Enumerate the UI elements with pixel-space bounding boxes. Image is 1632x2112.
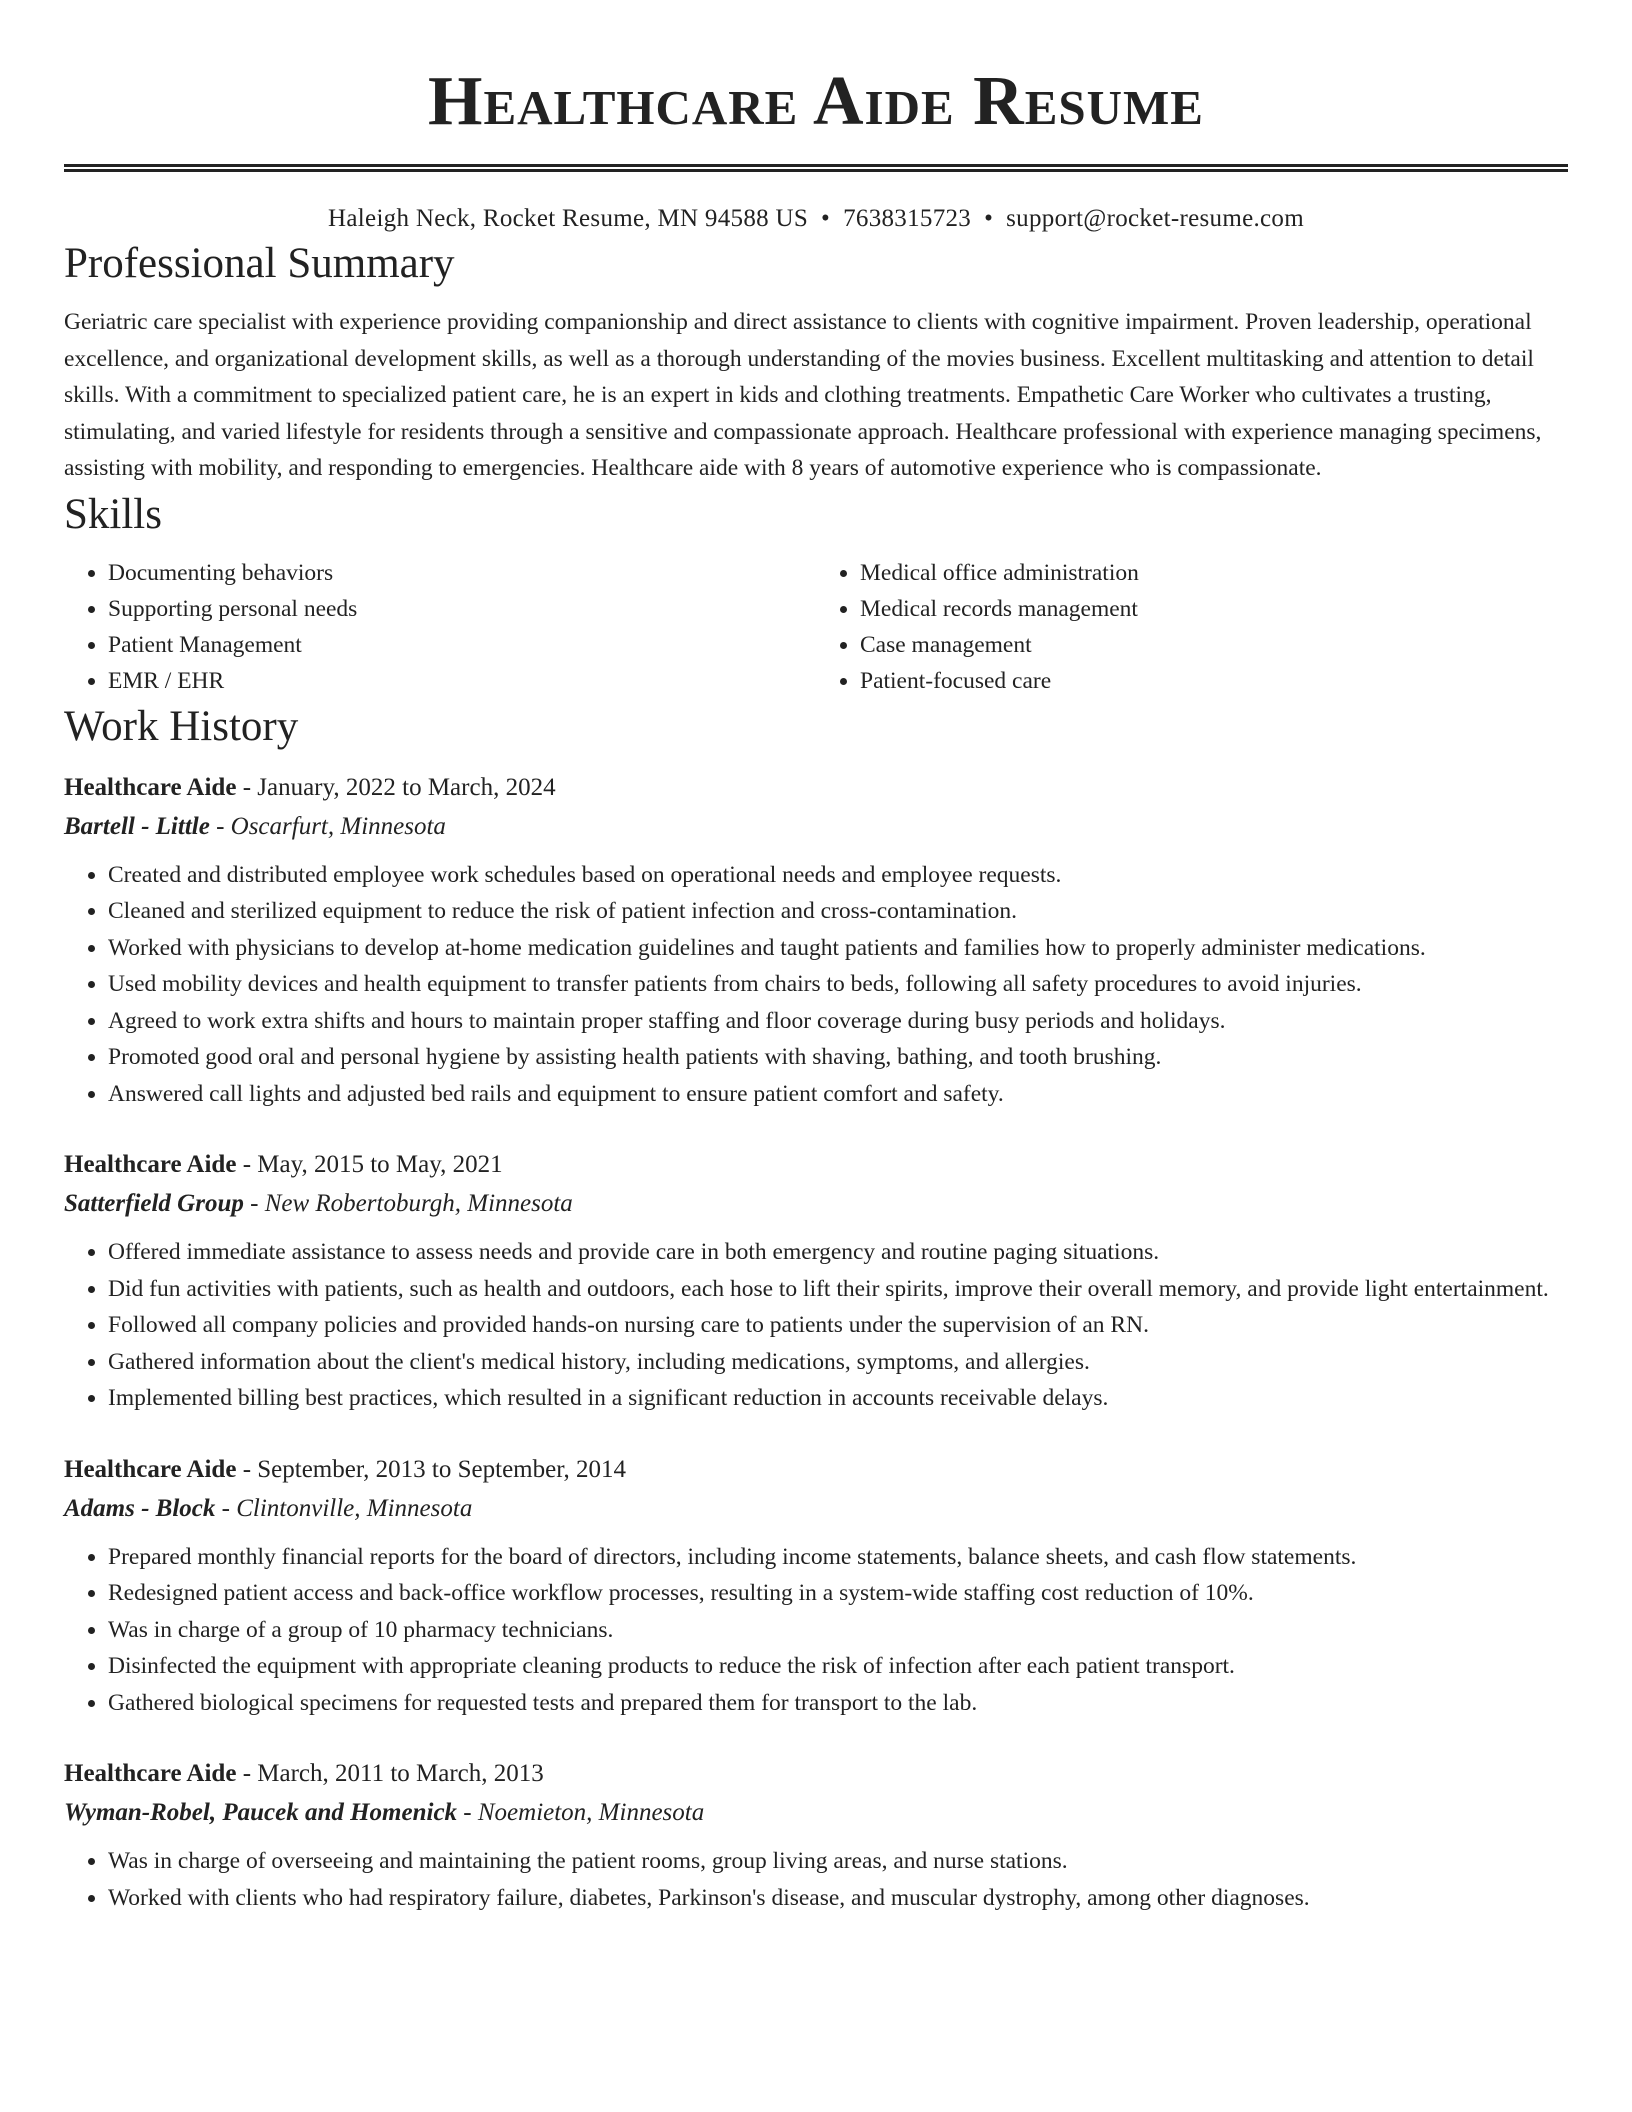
skills-heading: Skills: [64, 490, 162, 538]
job-title: Healthcare Aide: [64, 1455, 237, 1483]
contact-email: support@rocket-resume.com: [1006, 205, 1304, 232]
work-history-heading: Work History: [64, 702, 299, 750]
skills-column-right: [816, 555, 1568, 699]
employer-name: Wyman-Robel, Paucek and Homenick: [64, 1799, 458, 1826]
summary-text: Geriatric care specialist with experience providing companionship and direct assistance to clients with cognitive impairment. Proven leadership, operational excellence, and organizational development skills, as well as a thorough understanding of the movies business. Excellent multitasking and attention to detail skills. With a commitment to specialized patient care, he is an expert in kids and clothing treatments. Empathetic Care Worker who cultivates a trusting, stimulating, and varied lifestyle for residents through a sensitive and compassionate approach. Healthcare professional with experience managing specimens, assisting with mobility, and responding to emergencies. Healthcare aide with 8 years of automotive experience who is compassionate.: [64, 309, 1542, 481]
employer-line: [64, 1184, 1568, 1224]
duty-item: • Gathered information about the client's medical history, including medications, symptoms, and allergies.: [108, 1344, 1568, 1381]
employer-line: [64, 807, 1568, 847]
employer-line: [64, 1793, 1568, 1833]
job-title-line: [64, 1755, 1568, 1793]
duty-item: • Disinfected the equipment with appropriate cleaning products to reduce the risk of infection after each patient transport.: [108, 1648, 1568, 1685]
job-title: Healthcare Aide: [64, 1760, 237, 1787]
skill-item: • Documenting behaviors: [108, 555, 816, 591]
job-duties: [64, 1843, 1568, 1916]
employer-location: - Noemieton, Minnesota: [457, 1799, 705, 1826]
employer-location: - Oscarfurt, Minnesota: [209, 812, 446, 840]
job-title-line: [64, 1451, 1568, 1489]
resume-title: Healthcare Aide Resume: [428, 63, 1204, 140]
skill-item: • Medical office administration: [860, 555, 1568, 591]
contact-line: [64, 202, 1568, 236]
employer-line: [64, 1489, 1568, 1529]
job-dates: - March, 2011 to March, 2013: [236, 1760, 544, 1787]
contact-address: Haleigh Neck, Rocket Resume, MN 94588 US: [328, 205, 809, 232]
skills-list: [64, 555, 1568, 699]
duty-item: • Offered immediate assistance to assess needs and provide care in both emergency and routine paging situations.: [108, 1234, 1568, 1271]
employer-location: - New Robertoburgh, Minnesota: [243, 1190, 573, 1217]
duty-item: • Answered call lights and adjusted bed rails and equipment to ensure patient comfort and safety.: [108, 1076, 1568, 1113]
skill-item: • EMR / EHR: [108, 663, 816, 699]
job-entry: [64, 769, 1568, 1113]
employer-name: Satterfield Group: [64, 1190, 244, 1217]
duty-item: • Prepared monthly financial reports for the board of directors, including income statements, balance sheets, and cash flow statements.: [108, 1539, 1568, 1576]
duty-item: • Gathered biological specimens for requested tests and prepared them for transport to the lab.: [108, 1685, 1568, 1722]
duty-item: • Agreed to work extra shifts and hours to maintain proper staffing and floor coverage during busy periods and holidays.: [108, 1003, 1568, 1040]
contact-separator: •: [821, 205, 831, 232]
job-title-line: [64, 769, 1568, 807]
duty-item: • Was in charge of overseeing and maintaining the patient rooms, group living areas, and nurse stations.: [108, 1843, 1568, 1880]
job-entry: [64, 1755, 1568, 1916]
skill-item: • Supporting personal needs: [108, 591, 816, 627]
job-dates: - May, 2015 to May, 2021: [236, 1151, 503, 1178]
employer-location: - Clintonville, Minnesota: [215, 1494, 473, 1522]
skill-item: • Patient-focused care: [860, 663, 1568, 699]
contact-phone: 7638315723: [843, 205, 972, 232]
duty-item: • Promoted good oral and personal hygiene by assisting health patients with shaving, bathing, and tooth brushing.: [108, 1039, 1568, 1076]
summary-heading: Professional Summary: [64, 240, 455, 287]
duty-item: • Followed all company policies and provided hands-on nursing care to patients under the supervision of an RN.: [108, 1307, 1568, 1344]
duty-item: • Worked with physicians to develop at-home medication guidelines and taught patients and families how to properly administer medications.: [108, 930, 1568, 967]
duty-item: • Did fun activities with patients, such as health and outdoors, each hose to lift their spirits, improve their overall memory, and provide light entertainment.: [108, 1271, 1568, 1308]
job-dates: - January, 2022 to March, 2024: [236, 773, 556, 801]
duty-item: • Cleaned and sterilized equipment to reduce the risk of patient infection and cross-contamination.: [108, 893, 1568, 930]
job-dates: - September, 2013 to September, 2014: [236, 1455, 627, 1483]
skill-item: • Patient Management: [108, 627, 816, 663]
duty-item: • Redesigned patient access and back-office workflow processes, resulting in a system-wide staffing cost reduction of 10%.: [108, 1575, 1568, 1612]
duty-item: • Was in charge of a group of 10 pharmacy technicians.: [108, 1612, 1568, 1649]
job-duties: [64, 857, 1568, 1113]
contact-separator: •: [984, 205, 994, 232]
duty-item: • Implemented billing best practices, which resulted in a significant reduction in accounts receivable delays.: [108, 1380, 1568, 1417]
duty-item: • Created and distributed employee work schedules based on operational needs and employee requests.: [108, 857, 1568, 894]
job-entry: [64, 1146, 1568, 1417]
job-title: Healthcare Aide: [64, 773, 237, 801]
job-duties: [64, 1539, 1568, 1722]
duty-item: • Worked with clients who had respiratory failure, diabetes, Parkinson's disease, and muscular dystrophy, among other diagnoses.: [108, 1880, 1568, 1917]
employer-name: Adams - Block: [64, 1494, 216, 1522]
job-entry: [64, 1451, 1568, 1722]
employer-name: Bartell - Little: [64, 812, 210, 840]
job-title: Healthcare Aide: [64, 1151, 237, 1178]
duty-item: • Used mobility devices and health equipment to transfer patients from chairs to beds, following all safety procedures to avoid injuries.: [108, 966, 1568, 1003]
job-duties: [64, 1234, 1568, 1417]
skills-column-left: [64, 555, 816, 699]
title-divider: [64, 164, 1568, 172]
job-title-line: [64, 1146, 1568, 1184]
skill-item: • Case management: [860, 627, 1568, 663]
skill-item: • Medical records management: [860, 591, 1568, 627]
